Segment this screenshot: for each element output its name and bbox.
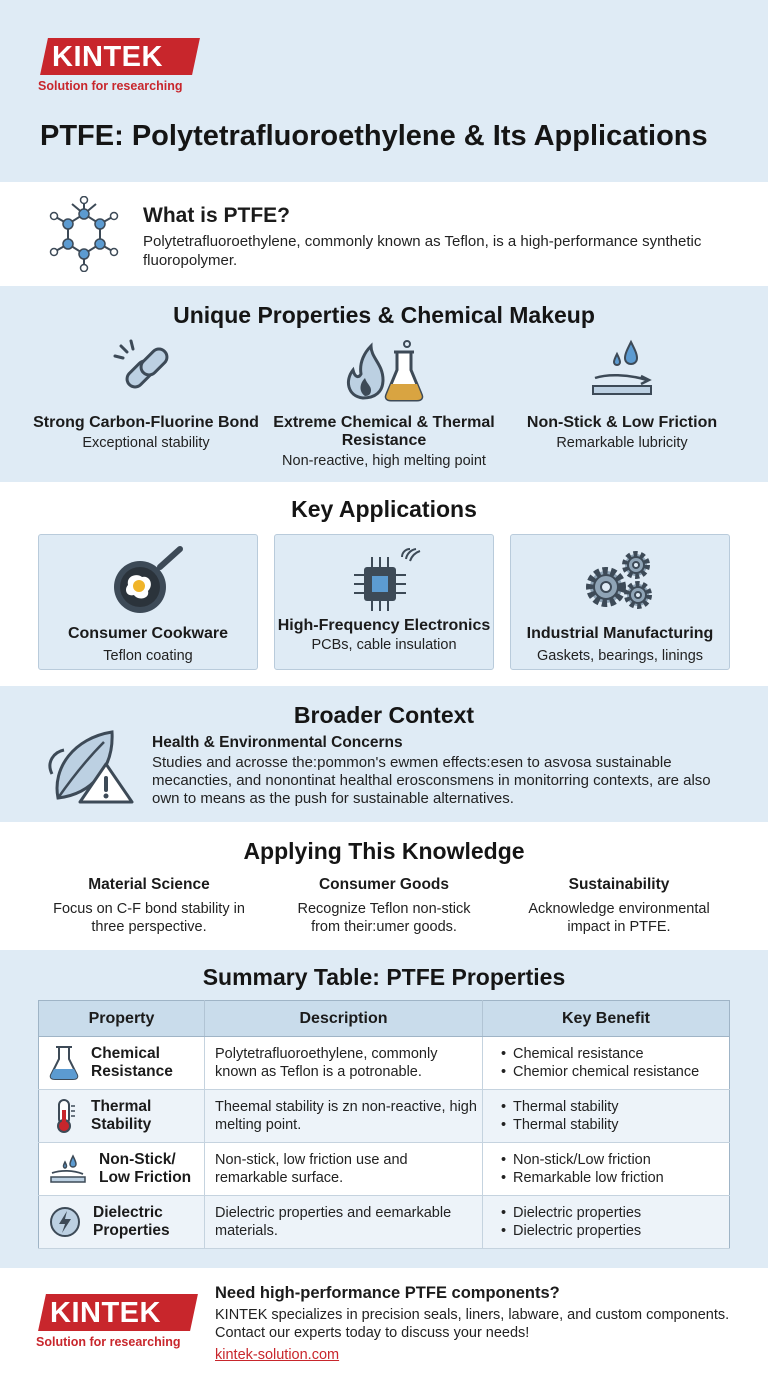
property-name: Chemical Resistance — [91, 1045, 173, 1080]
molecule-icon — [44, 196, 124, 272]
column-header-property: Property — [39, 1001, 205, 1037]
description-cell: Dielectric properties and eemarkable materials. — [205, 1196, 483, 1249]
cta-text: KINTEK specializes in precision seals, liners, labware, and custom components. Contact our experts today to discuss your needs! — [215, 1307, 730, 1341]
applying-item-desc: Acknowledge environmental impact in PTFE. — [528, 901, 710, 935]
column-header-key-benefit: Key Benefit — [483, 1001, 730, 1037]
logo-tagline: Solution for researching — [38, 79, 183, 93]
context-title: Broader Context — [293, 702, 475, 728]
logo-tagline: Solution for researching — [36, 1335, 181, 1349]
logo-text: KINTEK — [50, 1297, 161, 1329]
droplet-slide-icon — [587, 338, 657, 404]
footer — [0, 1268, 768, 1376]
application-desc: PCBs, cable insulation — [311, 637, 457, 653]
benefit-item: • Thermal stability — [501, 1116, 729, 1134]
summary-title: Summary Table: PTFE Properties — [202, 964, 566, 990]
droplet-slide-icon — [49, 1154, 87, 1184]
property-title: Strong Carbon-Fluorine Bond — [33, 414, 259, 431]
website-link[interactable]: kintek-solution.com — [215, 1347, 340, 1363]
benefit-item: • Thermal stability — [501, 1098, 729, 1116]
property-carbon-fluorine — [31, 338, 261, 451]
flame-flask-icon — [339, 338, 429, 404]
benefit-item: • Chemior chemical resistance — [501, 1063, 729, 1081]
benefit-item: • Non-stick/Low friction — [501, 1151, 729, 1169]
properties-title: Unique Properties & Chemical Makeup — [173, 302, 595, 328]
benefit-cell — [483, 1037, 730, 1090]
table-row — [39, 1196, 730, 1249]
what-is-section — [0, 182, 768, 286]
summary-section — [0, 950, 768, 1268]
chip-icon — [344, 545, 424, 615]
page-title: PTFE: Polytetrafluoroethylene & Its Applications — [40, 120, 708, 152]
application-title: Consumer Cookware — [67, 625, 229, 642]
frying-pan-icon — [108, 545, 188, 615]
applications-title: Key Applications — [291, 496, 477, 522]
property-cell — [39, 1196, 205, 1249]
benefit-cell — [483, 1090, 730, 1143]
application-title: High-Frequency Electronics — [277, 617, 491, 634]
table-header-row — [39, 1001, 730, 1037]
thermometer-icon — [49, 1098, 79, 1134]
applying-item-desc: Recognize Teflon non-stick from their:umer goods. — [297, 901, 471, 935]
applying-item-title: Sustainability — [568, 876, 670, 893]
property-title: Non-Stick & Low Friction — [526, 414, 718, 431]
application-card-electronics[interactable] — [274, 534, 494, 670]
description-cell: Polytetrafluoroethylene, commonly known as Teflon is a potronable. — [205, 1037, 483, 1090]
table-row — [39, 1037, 730, 1090]
benefit-cell — [483, 1143, 730, 1196]
property-desc: Exceptional stability — [82, 435, 210, 451]
property-name: Non-Stick/ Low Friction — [99, 1151, 192, 1186]
application-desc: Gaskets, bearings, linings — [536, 648, 704, 664]
benefit-item: • Dielectric properties — [501, 1222, 729, 1240]
property-desc: Remarkable lubricity — [556, 435, 688, 451]
column-header-description: Description — [205, 1001, 483, 1037]
property-name: Thermal Stability — [91, 1098, 152, 1133]
benefit-cell — [483, 1196, 730, 1249]
benefit-item: • Remarkable low friction — [501, 1169, 729, 1187]
what-title: What is PTFE? — [143, 204, 290, 227]
applying-title: Applying This Knowledge — [243, 838, 525, 864]
benefit-item: • Dielectric properties — [501, 1204, 729, 1222]
applying-item-desc: Focus on C-F bond stability in three perspective. — [53, 901, 245, 935]
property-cell — [39, 1090, 205, 1143]
application-card-cookware[interactable] — [38, 534, 258, 670]
description-cell: Theemal stability is zn non-reactive, high melting point. — [205, 1090, 483, 1143]
application-title: Industrial Manufacturing — [526, 625, 714, 642]
cta-title: Need high-performance PTFE components? — [215, 1284, 560, 1302]
property-name: Dielectric Properties — [93, 1204, 170, 1239]
flask-icon — [49, 1045, 79, 1081]
applying-item-sustainability — [499, 876, 739, 936]
description-cell: Non-stick, low friction use and remarkable surface. — [205, 1143, 483, 1196]
header — [0, 0, 768, 182]
property-cell — [39, 1143, 205, 1196]
lightning-icon — [49, 1205, 81, 1239]
gears-icon — [580, 545, 660, 615]
applying-item-material-science — [29, 876, 269, 936]
context-text: Studies and acrosse the:pommon's ewmen effects:esen to asvosa sustainable mecancties, and nonontinat healthal erosconsmens in monitorring contexts, are also own to means as the push for sustainable alternatives. — [152, 754, 711, 807]
table-row — [39, 1143, 730, 1196]
application-desc: Teflon coating — [103, 648, 193, 664]
leaf-warning-icon — [48, 728, 138, 804]
benefit-item: • Chemical resistance — [501, 1045, 729, 1063]
context-subtitle: Health & Environmental Concerns — [152, 734, 403, 751]
applying-section — [0, 822, 768, 950]
applying-item-title: Consumer Goods — [318, 876, 450, 893]
kintek-logo[interactable] — [38, 38, 200, 93]
property-non-stick — [507, 338, 737, 451]
kintek-logo[interactable] — [36, 1294, 198, 1349]
applications-section — [0, 482, 768, 686]
table-row — [39, 1090, 730, 1143]
applying-item-consumer-goods — [264, 876, 504, 936]
applying-item-title: Material Science — [88, 876, 210, 893]
property-cell — [39, 1037, 205, 1090]
chain-link-icon — [111, 338, 181, 404]
property-desc: Non-reactive, high melting point — [282, 453, 486, 469]
what-text: Polytetrafluoroethylene, commonly known as Teflon, is a high-performance synthetic fluoropolymer. — [143, 233, 702, 269]
property-title: Extreme Chemical & Thermal Resistance — [273, 414, 495, 449]
logo-text: KINTEK — [52, 41, 163, 73]
context-section — [0, 686, 768, 822]
properties-section — [0, 286, 768, 482]
summary-table — [38, 1000, 730, 1249]
property-resistance — [269, 338, 499, 469]
application-card-industrial[interactable] — [510, 534, 730, 670]
